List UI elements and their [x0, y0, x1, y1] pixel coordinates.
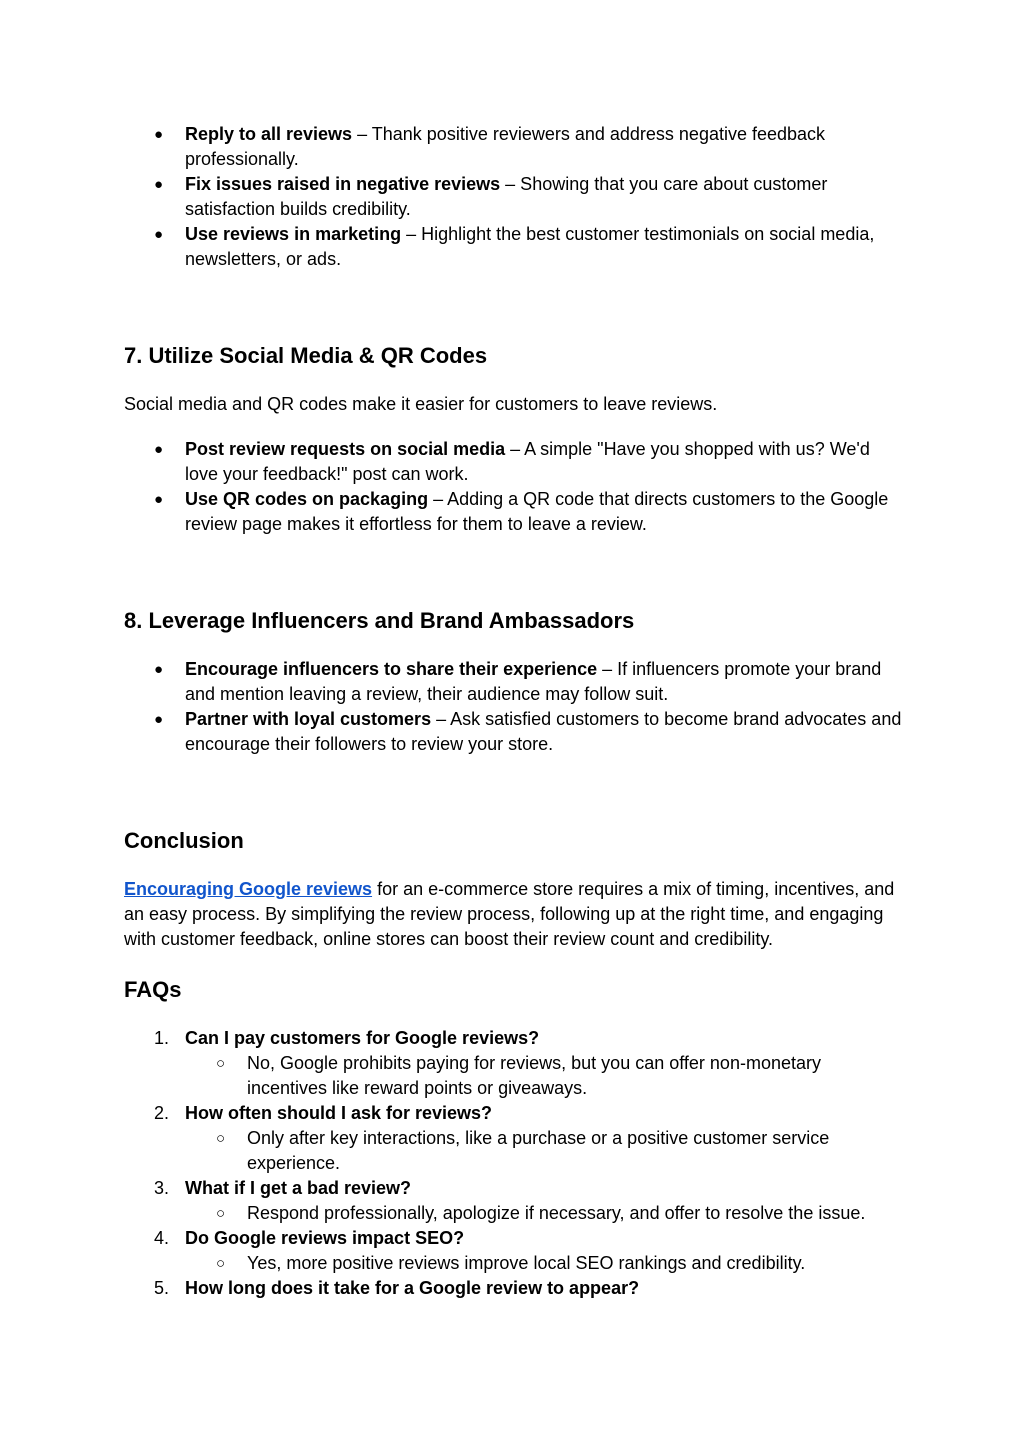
bullet-icon: ● — [154, 441, 164, 458]
faq-question: Can I pay customers for Google reviews? — [185, 1028, 540, 1048]
faq-question: Do Google reviews impact SEO? — [185, 1228, 465, 1248]
bullet-icon: ● — [154, 711, 164, 728]
conclusion-paragraph-block — [124, 877, 904, 952]
faq-question: How long does it take for a Google review to appear? — [185, 1278, 640, 1298]
paragraph: Encouraging Google reviews for an e-commerce store requires a mix of timing, incentives, and an easy process. By simplifying the review process, following up at the right time, and engaging with customer feedback, online stores can boost their review count and credibility. — [124, 879, 895, 949]
faqs-list — [124, 1026, 904, 1301]
faq-number: 2. — [154, 1103, 170, 1123]
faq-item — [124, 1276, 904, 1301]
section-heading: 8. Leverage Influencers and Brand Ambassadors — [124, 608, 635, 633]
section-heading: FAQs — [124, 977, 182, 1002]
section6-list — [124, 122, 904, 272]
encouraging-google-reviews-link[interactable]: Encouraging Google reviews — [124, 879, 373, 899]
section-heading: Conclusion — [124, 828, 244, 853]
faq-answer: ○ Only after key interactions, like a purchase or a positive customer service experience. — [216, 1128, 830, 1173]
bullet-icon: ● — [154, 226, 164, 243]
faq-answer: ○ No, Google prohibits paying for reviews, but you can offer non-monetary incentives like reward points or giveaways. — [216, 1053, 821, 1098]
section8-list — [124, 657, 904, 757]
faqs-heading-block — [124, 976, 904, 1004]
faq-answer: ○ Respond professionally, apologize if necessary, and offer to resolve the issue. — [185, 1201, 904, 1226]
bullet-icon: ● — [154, 661, 164, 678]
faq-number: 5. — [154, 1278, 170, 1298]
faq-number: 1. — [154, 1028, 170, 1048]
faq-item — [124, 1176, 904, 1226]
list-item: ● Post review requests on social media – A simple "Have you shopped with us? We'd love your feedback!" post can work. — [154, 439, 870, 484]
list-item: ● Partner with loyal customers – Ask satisfied customers to become brand advocates and encourage their followers to review your store. — [154, 709, 902, 754]
section7-list — [124, 437, 904, 537]
bullet-icon: ● — [154, 126, 164, 143]
section-heading: 7. Utilize Social Media & QR Codes — [124, 343, 488, 368]
bullet-icon: ● — [154, 491, 164, 508]
faq-number: 3. — [154, 1178, 170, 1198]
list-item: ● Use reviews in marketing – Highlight the best customer testimonials on social media, newsletters, or ads. — [154, 224, 875, 269]
circle-bullet-icon: ○ — [216, 1055, 226, 1072]
faq-item — [124, 1026, 904, 1101]
list-item: ● Encourage influencers to share their experience – If influencers promote your brand and mention leaving a review, their audience may follow suit. — [154, 659, 882, 704]
conclusion-heading-block — [124, 827, 904, 855]
faq-number: 4. — [154, 1228, 170, 1248]
faq-item — [124, 1101, 904, 1176]
section7-heading-block — [124, 342, 904, 370]
faq-question: What if I get a bad review? — [185, 1178, 412, 1198]
circle-bullet-icon: ○ — [216, 1205, 226, 1222]
faq-answer: ○ Yes, more positive reviews improve local SEO rankings and credibility. — [185, 1251, 904, 1276]
faq-item — [124, 1226, 904, 1276]
bullet-icon: ● — [154, 176, 164, 193]
section8-heading-block — [124, 607, 904, 635]
list-item: ● Fix issues raised in negative reviews – Showing that you care about customer satisfaction builds credibility. — [154, 174, 828, 219]
circle-bullet-icon: ○ — [216, 1255, 226, 1272]
section7-intro-block — [124, 392, 904, 417]
circle-bullet-icon: ○ — [216, 1130, 226, 1147]
list-item: ● Use QR codes on packaging – Adding a QR code that directs customers to the Google review page makes it effortless for them to leave a review. — [154, 489, 889, 534]
faq-question: How often should I ask for reviews? — [185, 1103, 493, 1123]
paragraph: Social media and QR codes make it easier for customers to leave reviews. — [124, 394, 718, 414]
list-item: ● Reply to all reviews – Thank positive reviewers and address negative feedback professionally. — [154, 124, 826, 169]
